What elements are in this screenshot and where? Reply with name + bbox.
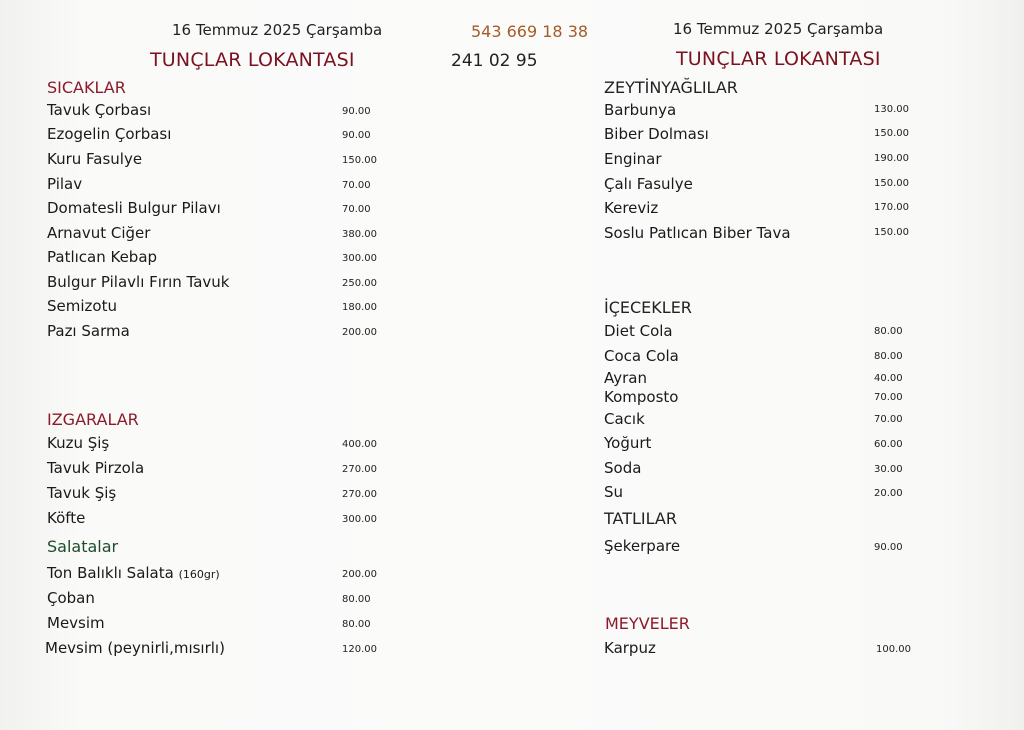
phone-number-2: 241 02 95: [451, 51, 538, 71]
menu-item-price: 80.00: [874, 326, 903, 337]
menu-item-price: 70.00: [874, 392, 903, 403]
menu-item-price: 250.00: [342, 278, 377, 289]
menu-item-price: 70.00: [342, 204, 371, 215]
menu-item: Tavuk Çorbası: [47, 101, 152, 119]
menu-item-price: 180.00: [342, 302, 377, 313]
menu-item-price: 200.00: [342, 569, 377, 580]
menu-item-price: 80.00: [342, 594, 371, 605]
menu-item-name: Ton Balıklı Salata: [47, 564, 174, 582]
menu-item-price: 200.00: [342, 327, 377, 338]
menu-item: Köfte: [47, 509, 86, 527]
menu-item-price: 80.00: [342, 619, 371, 630]
menu-item-price: 60.00: [874, 439, 903, 450]
menu-item-price: 150.00: [874, 227, 909, 238]
menu-item-price: 90.00: [874, 542, 903, 553]
menu-item-price: 130.00: [874, 104, 909, 115]
menu-item-price: 380.00: [342, 229, 377, 240]
menu-item: Ezogelin Çorbası: [47, 125, 172, 143]
menu-item-note: (160gr): [178, 568, 220, 581]
menu-item: Soslu Patlıcan Biber Tava: [604, 224, 791, 242]
menu-item: Soda: [604, 459, 642, 477]
category-meyveler: MEYVELER: [605, 614, 690, 633]
menu-item-price: 170.00: [874, 202, 909, 213]
menu-item: [47, 564, 220, 582]
menu-item: Mevsim: [47, 614, 105, 632]
menu-item-price: 80.00: [874, 351, 903, 362]
date-left: 16 Temmuz 2025 Çarşamba: [172, 21, 383, 39]
menu-item-price: 300.00: [342, 514, 377, 525]
menu-item: Çalı Fasulye: [604, 175, 693, 193]
menu-item: Tavuk Şiş: [47, 484, 117, 502]
menu-item-price: 90.00: [342, 130, 371, 141]
menu-item: Coca Cola: [604, 347, 679, 365]
menu-item-price: 400.00: [342, 439, 377, 450]
menu-item-price: 270.00: [342, 464, 377, 475]
menu-item: Karpuz: [604, 639, 656, 657]
menu-item: Su: [604, 483, 624, 501]
menu-item: Yoğurt: [604, 434, 652, 452]
menu-item-price: 150.00: [342, 155, 377, 166]
menu-item: Barbunya: [604, 101, 677, 119]
menu-item: Kereviz: [604, 199, 659, 217]
menu-item-price: 30.00: [874, 464, 903, 475]
menu-item: Pazı Sarma: [47, 322, 130, 340]
date-right: 16 Temmuz 2025 Çarşamba: [673, 20, 884, 38]
menu-item: Domatesli Bulgur Pilavı: [47, 199, 221, 217]
menu-item: Ayran: [604, 369, 647, 387]
menu-item: Semizotu: [47, 297, 117, 315]
menu-item-price: 190.00: [874, 153, 909, 164]
menu-item-price: 90.00: [342, 106, 371, 117]
menu-item: Şekerpare: [604, 537, 681, 555]
category-salatalar: Salatalar: [47, 537, 119, 556]
menu-item: Cacık: [604, 410, 645, 428]
menu-item-price: 270.00: [342, 489, 377, 500]
menu-item-price: 150.00: [874, 178, 909, 189]
menu-item-price: 150.00: [874, 128, 909, 139]
menu-item: Çoban: [47, 589, 95, 607]
category-icecekler: İÇECEKLER: [604, 298, 692, 317]
menu-item: Diet Cola: [604, 322, 673, 340]
restaurant-title-right: TUNÇLAR LOKANTASI: [676, 48, 881, 70]
menu-item: Arnavut Ciğer: [47, 224, 151, 242]
menu-item-price: 70.00: [874, 414, 903, 425]
menu-item-price: 120.00: [342, 644, 377, 655]
menu-item: Biber Dolması: [604, 125, 709, 143]
menu-item: Patlıcan Kebap: [47, 248, 158, 266]
menu-item-price: 100.00: [876, 644, 911, 655]
menu-item: Pilav: [47, 175, 83, 193]
restaurant-title-left: TUNÇLAR LOKANTASI: [150, 49, 355, 71]
menu-item: Mevsim (peynirli,mısırlı): [45, 639, 225, 657]
phone-number-1: 543 669 18 38: [471, 22, 589, 41]
menu-item: Kuzu Şiş: [47, 434, 110, 452]
menu-item-price: 40.00: [874, 373, 903, 384]
category-tatlilar: TATLILAR: [604, 509, 677, 528]
menu-item: Kuru Fasulye: [47, 150, 143, 168]
menu-item: Enginar: [604, 150, 662, 168]
menu-item: Komposto: [604, 388, 679, 406]
menu-item-price: 300.00: [342, 253, 377, 264]
menu-item-price: 20.00: [874, 488, 903, 499]
menu-item: Tavuk Pirzola: [47, 459, 145, 477]
category-izgaralar: IZGARALAR: [47, 410, 139, 429]
menu-item: Bulgur Pilavlı Fırın Tavuk: [47, 273, 230, 291]
menu-item-price: 70.00: [342, 180, 371, 191]
category-sicaklar: SICAKLAR: [47, 78, 126, 97]
category-zeytinyaglilar: ZEYTİNYAĞLILAR: [604, 78, 738, 97]
